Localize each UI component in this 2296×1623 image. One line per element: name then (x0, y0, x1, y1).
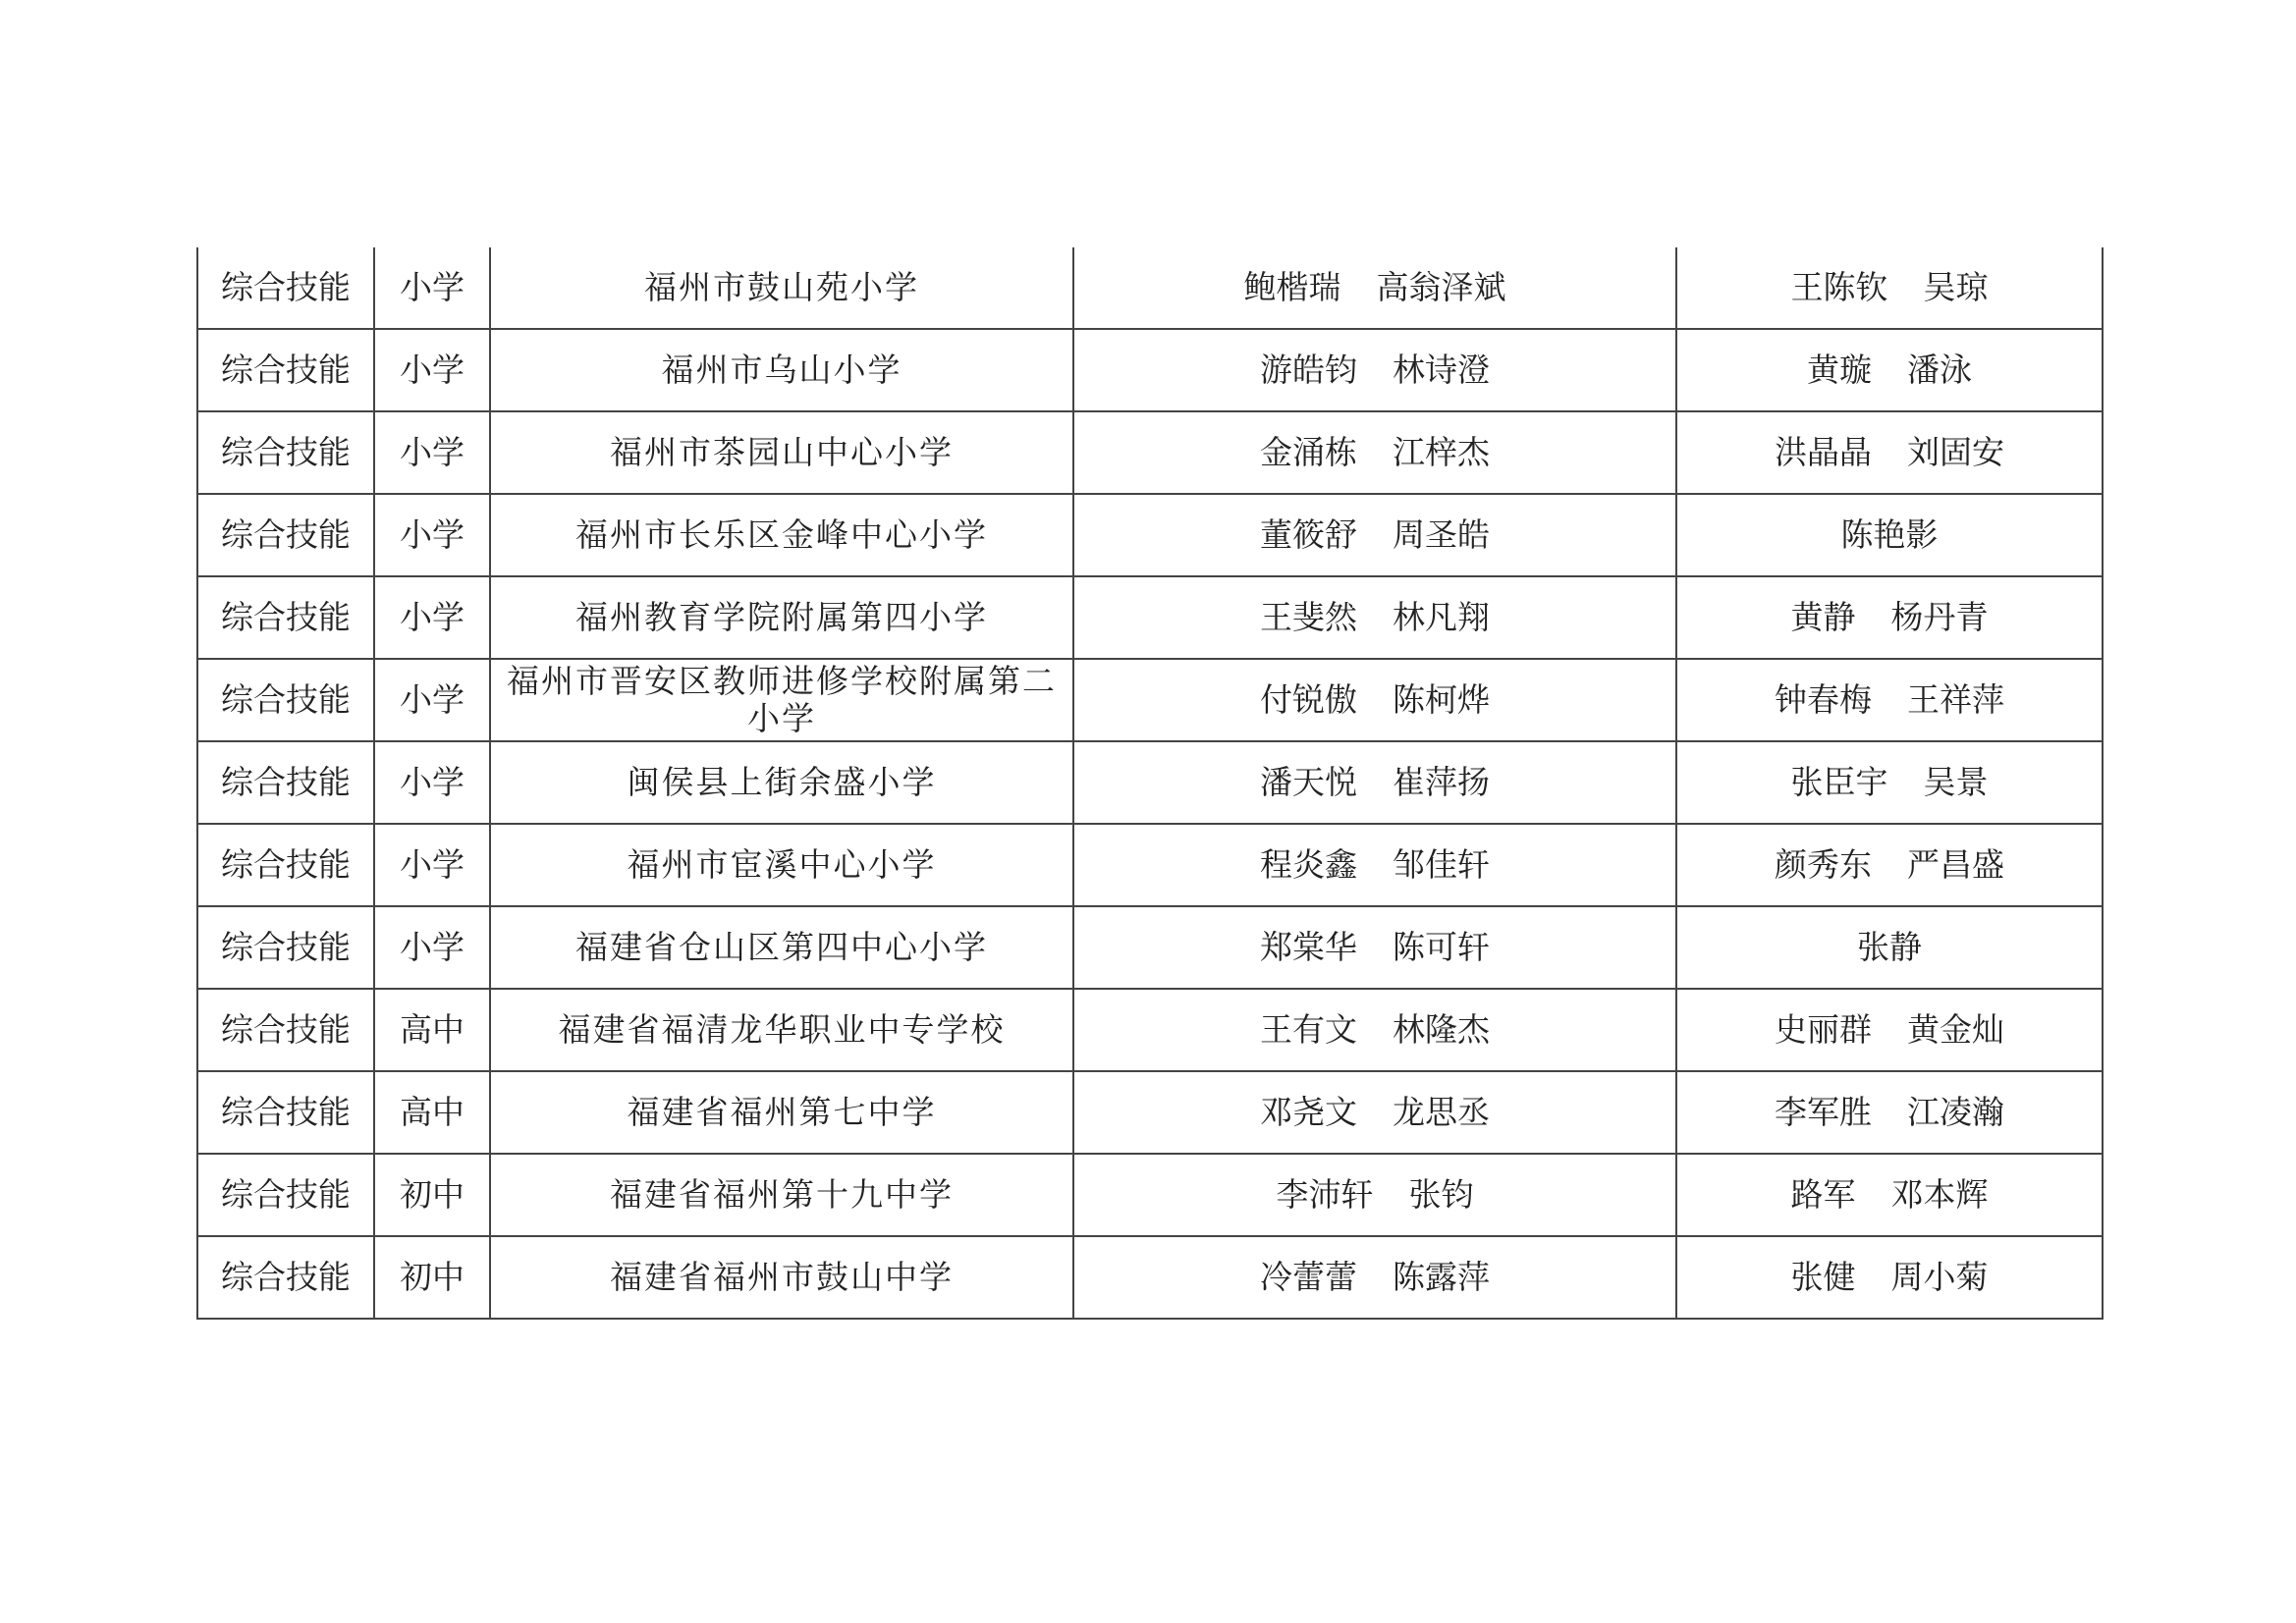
table-row (197, 824, 2103, 906)
student-name: 冷蕾蕾 (1260, 1258, 1357, 1296)
school-cell (490, 1236, 1073, 1319)
teacher-name: 刘固安 (1907, 433, 2004, 471)
level-cell: 高中 (374, 1071, 490, 1154)
student-name: 张钧 (1408, 1175, 1474, 1214)
table-row (197, 576, 2103, 659)
students-cell (1073, 247, 1676, 329)
teacher-name: 周小菊 (1890, 1258, 1989, 1296)
student-name: 陈可轩 (1393, 928, 1490, 966)
students-cell (1073, 576, 1676, 659)
student-name: 金涌栋 (1260, 433, 1357, 471)
teachers-cell (1676, 906, 2103, 989)
category-cell: 综合技能 (197, 906, 374, 989)
table-row (197, 411, 2103, 494)
table-row (197, 659, 2103, 741)
teacher-name: 江凌瀚 (1907, 1093, 2004, 1131)
student-name: 郑棠华 (1260, 928, 1357, 966)
table-row (197, 494, 2103, 576)
school-cell (490, 247, 1073, 329)
school-cell (490, 989, 1073, 1071)
student-name: 付锐傲 (1260, 680, 1357, 719)
school-name: 福建省福州第十九中学 (610, 1175, 954, 1214)
student-name: 程炎鑫 (1260, 845, 1357, 884)
school-cell (490, 659, 1073, 741)
school-cell (490, 1071, 1073, 1154)
teacher-name: 史丽群 (1775, 1010, 1872, 1049)
level-cell: 初中 (374, 1236, 490, 1319)
category-cell: 综合技能 (197, 824, 374, 906)
teachers-cell (1676, 659, 2103, 741)
student-name: 潘天悦 (1260, 763, 1357, 801)
results-sheet (196, 247, 2104, 1320)
school-name: 福建省仓山区第四中心小学 (575, 928, 988, 966)
category-cell: 综合技能 (197, 989, 374, 1071)
student-name: 李沛轩 (1276, 1175, 1374, 1214)
student-name: 邓尧文 (1260, 1093, 1357, 1131)
teacher-name: 黄璇 (1807, 351, 1872, 389)
teacher-name: 洪晶晶 (1775, 433, 1872, 471)
table-row (197, 329, 2103, 411)
school-name: 福建省福州第七中学 (627, 1093, 937, 1131)
level-cell: 小学 (374, 576, 490, 659)
teachers-cell (1676, 411, 2103, 494)
student-name: 陈柯烨 (1393, 680, 1490, 719)
school-cell (490, 1154, 1073, 1236)
teachers-cell (1676, 741, 2103, 824)
teacher-name: 吴景 (1923, 763, 1989, 801)
school-cell (490, 906, 1073, 989)
student-name: 林隆杰 (1393, 1010, 1490, 1049)
category-cell: 综合技能 (197, 1154, 374, 1236)
students-cell (1073, 411, 1676, 494)
school-name: 福州市乌山小学 (661, 351, 902, 389)
students-cell (1073, 329, 1676, 411)
table-row (197, 989, 2103, 1071)
level-cell: 高中 (374, 989, 490, 1071)
level-cell: 小学 (374, 329, 490, 411)
teacher-name: 黄金灿 (1907, 1010, 2004, 1049)
teachers-cell (1676, 1071, 2103, 1154)
teacher-name: 王陈钦 (1790, 268, 1888, 306)
table-row (197, 1071, 2103, 1154)
category-cell: 综合技能 (197, 411, 374, 494)
category-cell: 综合技能 (197, 576, 374, 659)
teacher-name: 严昌盛 (1907, 845, 2004, 884)
student-name: 江梓杰 (1393, 433, 1490, 471)
school-cell (490, 824, 1073, 906)
students-cell (1073, 1236, 1676, 1319)
students-cell (1073, 989, 1676, 1071)
level-cell: 小学 (374, 659, 490, 741)
school-name: 福州市鼓山苑小学 (644, 268, 919, 306)
school-cell (490, 329, 1073, 411)
category-cell: 综合技能 (197, 247, 374, 329)
student-name: 鲍楷瑞 (1243, 268, 1341, 306)
level-cell: 小学 (374, 411, 490, 494)
school-name: 闽侯县上街余盛小学 (627, 763, 937, 801)
student-name: 崔萍扬 (1393, 763, 1490, 801)
teachers-cell (1676, 576, 2103, 659)
table-row (197, 906, 2103, 989)
school-name: 福州市茶园山中心小学 (610, 433, 954, 471)
teacher-name: 邓本辉 (1890, 1175, 1989, 1214)
teacher-name: 颜秀东 (1775, 845, 1872, 884)
student-name: 周圣皓 (1393, 515, 1490, 554)
teacher-name: 张臣宇 (1790, 763, 1888, 801)
teacher-name: 杨丹青 (1890, 598, 1989, 636)
student-name: 邹佳轩 (1393, 845, 1490, 884)
school-cell (490, 576, 1073, 659)
school-name: 福州教育学院附属第四小学 (575, 598, 988, 636)
level-cell: 小学 (374, 906, 490, 989)
level-cell: 小学 (374, 741, 490, 824)
school-name: 福建省福清龙华职业中专学校 (558, 1010, 1006, 1049)
students-cell (1073, 741, 1676, 824)
school-cell (490, 411, 1073, 494)
level-cell: 小学 (374, 824, 490, 906)
table-row (197, 1236, 2103, 1319)
teachers-cell (1676, 824, 2103, 906)
school-name: 福州市晋安区教师进修学校附属第二小学 (507, 662, 1057, 737)
level-cell: 小学 (374, 247, 490, 329)
students-cell (1073, 494, 1676, 576)
teachers-cell (1676, 329, 2103, 411)
teacher-name: 黄静 (1790, 598, 1856, 636)
students-cell (1073, 1071, 1676, 1154)
students-cell (1073, 824, 1676, 906)
category-cell: 综合技能 (197, 741, 374, 824)
student-name: 林凡翔 (1393, 598, 1490, 636)
students-cell (1073, 906, 1676, 989)
school-name: 福州市长乐区金峰中心小学 (575, 515, 988, 554)
student-name: 游皓钧 (1260, 351, 1357, 389)
teacher-name: 王祥萍 (1907, 680, 2004, 719)
teachers-cell (1676, 989, 2103, 1071)
category-cell: 综合技能 (197, 494, 374, 576)
student-name: 陈露萍 (1393, 1258, 1490, 1296)
student-name: 林诗澄 (1393, 351, 1490, 389)
awards-table-body (197, 247, 2103, 1319)
table-row (197, 1154, 2103, 1236)
category-cell: 综合技能 (197, 1236, 374, 1319)
students-cell (1073, 1154, 1676, 1236)
teacher-name: 李军胜 (1775, 1093, 1872, 1131)
school-cell (490, 741, 1073, 824)
school-name: 福建省福州市鼓山中学 (610, 1258, 954, 1296)
teacher-name: 钟春梅 (1775, 680, 1872, 719)
teacher-name: 潘泳 (1907, 351, 1972, 389)
table-row (197, 247, 2103, 329)
level-cell: 初中 (374, 1154, 490, 1236)
awards-table (196, 247, 2104, 1320)
student-name: 董筱舒 (1260, 515, 1357, 554)
teacher-name: 路军 (1790, 1175, 1856, 1214)
category-cell: 综合技能 (197, 329, 374, 411)
students-cell (1073, 659, 1676, 741)
teacher-name: 张静 (1857, 928, 1922, 966)
student-name: 龙思丞 (1393, 1093, 1490, 1131)
table-row (197, 741, 2103, 824)
teachers-cell (1676, 494, 2103, 576)
teacher-name: 吴琼 (1923, 268, 1989, 306)
teachers-cell (1676, 1154, 2103, 1236)
student-name: 王有文 (1260, 1010, 1357, 1049)
teachers-cell (1676, 1236, 2103, 1319)
level-cell: 小学 (374, 494, 490, 576)
student-name: 王斐然 (1260, 598, 1357, 636)
teacher-name: 张健 (1790, 1258, 1856, 1296)
teachers-cell (1676, 247, 2103, 329)
student-name: 高翁泽斌 (1376, 268, 1506, 306)
school-cell (490, 494, 1073, 576)
category-cell: 综合技能 (197, 1071, 374, 1154)
school-name: 福州市宦溪中心小学 (627, 845, 937, 884)
category-cell: 综合技能 (197, 659, 374, 741)
teacher-name: 陈艳影 (1840, 515, 1939, 554)
